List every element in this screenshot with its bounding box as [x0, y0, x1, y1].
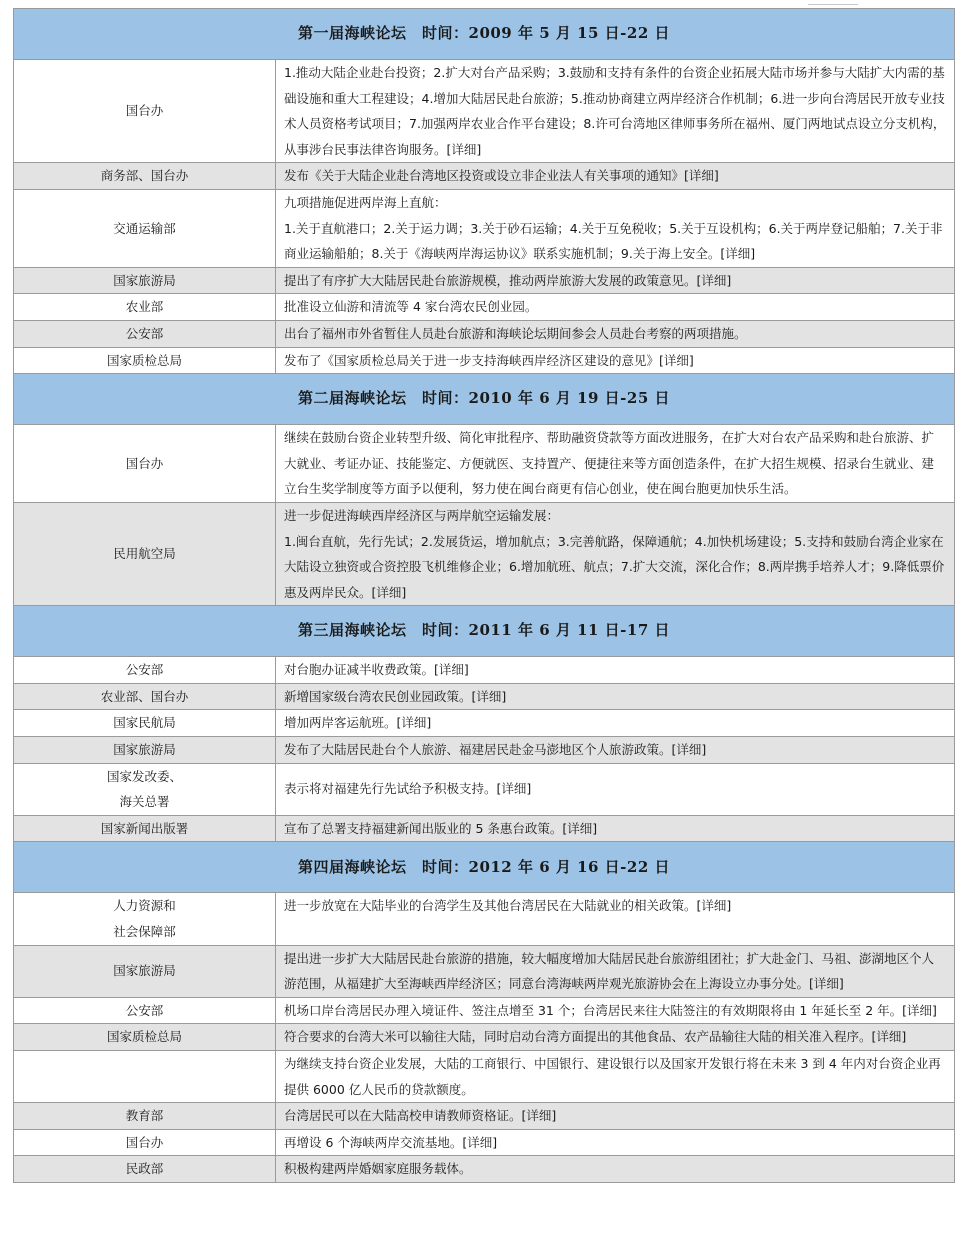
measures-cell — [276, 1024, 955, 1051]
table-row — [14, 997, 955, 1024]
table-row — [14, 1051, 955, 1103]
table-row — [14, 710, 955, 737]
section-title: 第三届海峡论坛 时间：2011 年 6 月 11 日-17 日 — [14, 606, 955, 657]
measures-cell — [276, 657, 955, 684]
detail-link[interactable]: [详细] — [696, 272, 732, 288]
measures-cell — [276, 1103, 955, 1130]
measures-cell — [276, 163, 955, 190]
measures-text: 表示将对福建先行先试给予积极支持。 — [284, 781, 497, 797]
forum-policy-table — [13, 8, 955, 1183]
section-title: 第一届海峡论坛 时间：2009 年 5 月 15 日-22 日 — [14, 9, 955, 60]
department-cell: 公安部 — [14, 320, 276, 347]
measures-cell — [276, 60, 955, 163]
measures-text: 出台了福州市外省暂住人员赴台旅游和海峡论坛期间参会人员赴台考察的两项措施。 — [284, 325, 747, 341]
measures-cell — [276, 737, 955, 764]
measures-cell — [276, 425, 955, 503]
table-row — [14, 1156, 955, 1183]
department-line: 人力资源和 — [113, 898, 176, 914]
measures-cell — [276, 945, 955, 997]
table-row — [14, 1129, 955, 1156]
table-row — [14, 1024, 955, 1051]
measures-cell — [276, 189, 955, 267]
department-cell: 民用航空局 — [14, 502, 276, 605]
table-row — [14, 189, 955, 267]
table-row — [14, 294, 955, 321]
measures-cell — [276, 997, 955, 1024]
department-line: 国家发改委、 — [106, 768, 182, 784]
measures-text: 机场口岸台湾居民办理入境证件、签注点增至 31 个；台湾居民来往大陆签注的有效期限将由 1 年延长至 2 年。 — [284, 1002, 903, 1018]
measures-intro: 进一步促进海峡西岸经济区与两岸航空运输发展： — [284, 507, 560, 523]
department-cell: 民政部 — [14, 1156, 276, 1183]
department-cell: 农业部、国台办 — [14, 683, 276, 710]
detail-link[interactable]: [详细] — [462, 1134, 498, 1150]
department-line: 海关总署 — [119, 794, 170, 810]
table-row — [14, 347, 955, 374]
table-row — [14, 683, 955, 710]
section-header-row — [14, 842, 955, 893]
measures-text: 符合要求的台湾大米可以输往大陆，同时启动台湾方面提出的其他食品、农产品输往大陆的相关准入程序。 — [284, 1029, 872, 1045]
measures-text: 批准设立仙游和清流等 4 家台湾农民创业园。 — [284, 299, 538, 315]
table-row — [14, 815, 955, 842]
measures-cell — [276, 763, 955, 815]
detail-link[interactable]: [详细] — [659, 352, 694, 368]
measures-text: 台湾居民可以在大陆高校申请教师资格证。 — [284, 1108, 522, 1124]
measures-text: 新增国家级台湾农民创业园政策。 — [284, 688, 472, 704]
detail-link[interactable]: [详细] — [671, 742, 707, 758]
department-cell: 国家旅游局 — [14, 945, 276, 997]
detail-link[interactable]: [详细] — [471, 688, 507, 704]
table-row — [14, 502, 955, 605]
measures-text: 为继续支持台资企业发展，大陆的工商银行、中国银行、建设银行以及国家开发银行将在未来 3 到 4 年内对台资企业再提供 6000 亿人民币的贷款额度。 — [284, 1056, 941, 1097]
department-line: 社会保障部 — [113, 924, 176, 940]
measures-text: 再增设 6 个海峡两岸交流基地。 — [284, 1134, 463, 1150]
measures-text: 1.关于直航港口；2.关于运力调；3.关于砂石运输；4.关于互免税收；5.关于互设机构；6.关于两岸登记船舶；7.关于非商业运输船舶；8.关于《海峡两岸海运协议》联系实施机制；9.关于海上安全。 — [284, 220, 943, 262]
measures-cell — [276, 1156, 955, 1183]
detail-link[interactable]: [详细] — [562, 820, 598, 836]
measures-cell — [276, 502, 955, 605]
department-cell: 国家旅游局 — [14, 267, 276, 294]
measures-cell — [276, 1051, 955, 1103]
detail-link[interactable]: [详细] — [809, 976, 844, 992]
department-cell: 国家质检总局 — [14, 347, 276, 374]
measures-cell — [276, 815, 955, 842]
department-cell: 公安部 — [14, 997, 276, 1024]
department-cell: 国家民航局 — [14, 710, 276, 737]
table-row — [14, 267, 955, 294]
department-cell: 交通运输部 — [14, 189, 276, 267]
department-cell: 公安部 — [14, 657, 276, 684]
measures-text: 积极构建两岸婚姻家庭服务载体。 — [284, 1161, 472, 1177]
department-cell: 教育部 — [14, 1103, 276, 1130]
section-header-row — [14, 374, 955, 425]
detail-link[interactable]: [详细] — [696, 898, 732, 914]
measures-text: 发布了《国家质检总局关于进一步支持海峡西岸经济区建设的意见》 — [284, 352, 660, 368]
section-title: 第四届海峡论坛 时间：2012 年 6 月 16 日-22 日 — [14, 842, 955, 893]
table-row — [14, 163, 955, 190]
section-header-row — [14, 606, 955, 657]
department-cell: 国家旅游局 — [14, 737, 276, 764]
department-cell: 国台办 — [14, 1129, 276, 1156]
table-row — [14, 763, 955, 815]
detail-link[interactable]: [详细] — [902, 1002, 937, 1018]
measures-cell — [276, 347, 955, 374]
detail-link[interactable]: [详细] — [434, 662, 469, 678]
department-cell — [14, 1051, 276, 1103]
table-row — [14, 893, 955, 945]
detail-link[interactable]: [详细] — [684, 168, 719, 184]
measures-text: 对台胞办证减半收费政策。 — [284, 662, 435, 678]
measures-text: 发布了大陆居民赴台个人旅游、福建居民赴金马澎地区个人旅游政策。 — [284, 742, 672, 758]
measures-text: 进一步放宽在大陆毕业的台湾学生及其他台湾居民在大陆就业的相关政策。 — [284, 898, 697, 914]
detail-link[interactable]: [详细] — [496, 781, 532, 797]
table-row — [14, 425, 955, 503]
table-row — [14, 1103, 955, 1130]
measures-text: 继续在鼓励台资企业转型升级、简化审批程序、帮助融资贷款等方面改进服务，在扩大对台农产品采购和赴台旅游、扩大就业、考证办证、技能鉴定、方便就医、支持置产、便捷往来等方面创造条件，在扩大招生规模、招录台生就业、建立台生奖学制度等方面予以便利，努力使在闽台商更有信心创业，使在闽台胞更加快乐生活。 — [284, 430, 935, 497]
measures-intro: 九项措施促进两岸海上直航： — [284, 194, 447, 210]
department-cell: 国台办 — [14, 425, 276, 503]
measures-text: 发布《关于大陆企业赴台湾地区投资或设立非企业法人有关事项的通知》 — [284, 168, 685, 184]
department-cell: 农业部 — [14, 294, 276, 321]
measures-text: 提出进一步扩大大陆居民赴台旅游的措施，较大幅度增加大陆居民赴台旅游组团社；扩大赴金门、马祖、澎湖地区个人游范围，从福建扩大至海峡西岸经济区；同意台湾海峡两岸观光旅游协会在上海设立办事分处。 — [284, 950, 935, 992]
measures-cell — [276, 267, 955, 294]
detail-link[interactable]: [详细] — [521, 1108, 557, 1124]
detail-link[interactable]: [详细] — [446, 141, 482, 157]
department-cell: 国家新闻出版署 — [14, 815, 276, 842]
department-cell: 国家质检总局 — [14, 1024, 276, 1051]
detail-link[interactable]: [详细] — [371, 584, 407, 600]
measures-cell — [276, 320, 955, 347]
measures-cell — [276, 710, 955, 737]
detail-link[interactable]: [详细] — [871, 1029, 907, 1045]
department-cell — [14, 763, 276, 815]
measures-cell — [276, 683, 955, 710]
department-cell: 国台办 — [14, 60, 276, 163]
measures-text: 宣布了总署支持福建新闻出版业的 5 条惠台政策。 — [284, 820, 563, 836]
table-row — [14, 945, 955, 997]
measures-text: 提出了有序扩大大陆居民赴台旅游规模，推动两岸旅游大发展的政策意见。 — [284, 272, 697, 288]
table-row — [14, 320, 955, 347]
department-cell: 商务部、国台办 — [14, 163, 276, 190]
detail-link[interactable]: [详细] — [396, 715, 432, 731]
detail-link[interactable]: [详细] — [720, 246, 756, 262]
measures-cell — [276, 1129, 955, 1156]
measures-cell — [276, 294, 955, 321]
section-header-row — [14, 9, 955, 60]
table-row — [14, 657, 955, 684]
top-edge-mark — [808, 4, 858, 5]
table-row — [14, 737, 955, 764]
section-title: 第二届海峡论坛 时间：2010 年 6 月 19 日-25 日 — [14, 374, 955, 425]
measures-text: 1.推动大陆企业赴台投资；2.扩大对台产品采购；3.鼓励和支持有条件的台资企业拓展大陆市场并参与大陆扩大内需的基础设施和重大工程建设；4.增加大陆居民赴台旅游；5.推动协商建立两岸经济合作机制；6.进一步向台湾居民开放专业技术人员资格考试项目；7.加强两岸农业合作平台建设；8.许可台湾地区律师事务所在福州、厦门两地试点设立分支机构，从事涉台民事法律咨询服务。 — [284, 65, 946, 157]
department-cell — [14, 893, 276, 945]
measures-cell — [276, 893, 955, 945]
measures-text: 1.闽台直航，先行先试；2.发展货运，增加航点；3.完善航路，保障通航；4.加快机场建设；5.支持和鼓励台湾企业家在大陆设立独资或合资控股飞机维修企业；6.增加航班、航点；7.扩大交流，深化合作；8.两岸携手培养人才；9.降低票价惠及两岸民众。 — [284, 533, 945, 600]
measures-text: 增加两岸客运航班。 — [284, 715, 397, 731]
table-row — [14, 60, 955, 163]
